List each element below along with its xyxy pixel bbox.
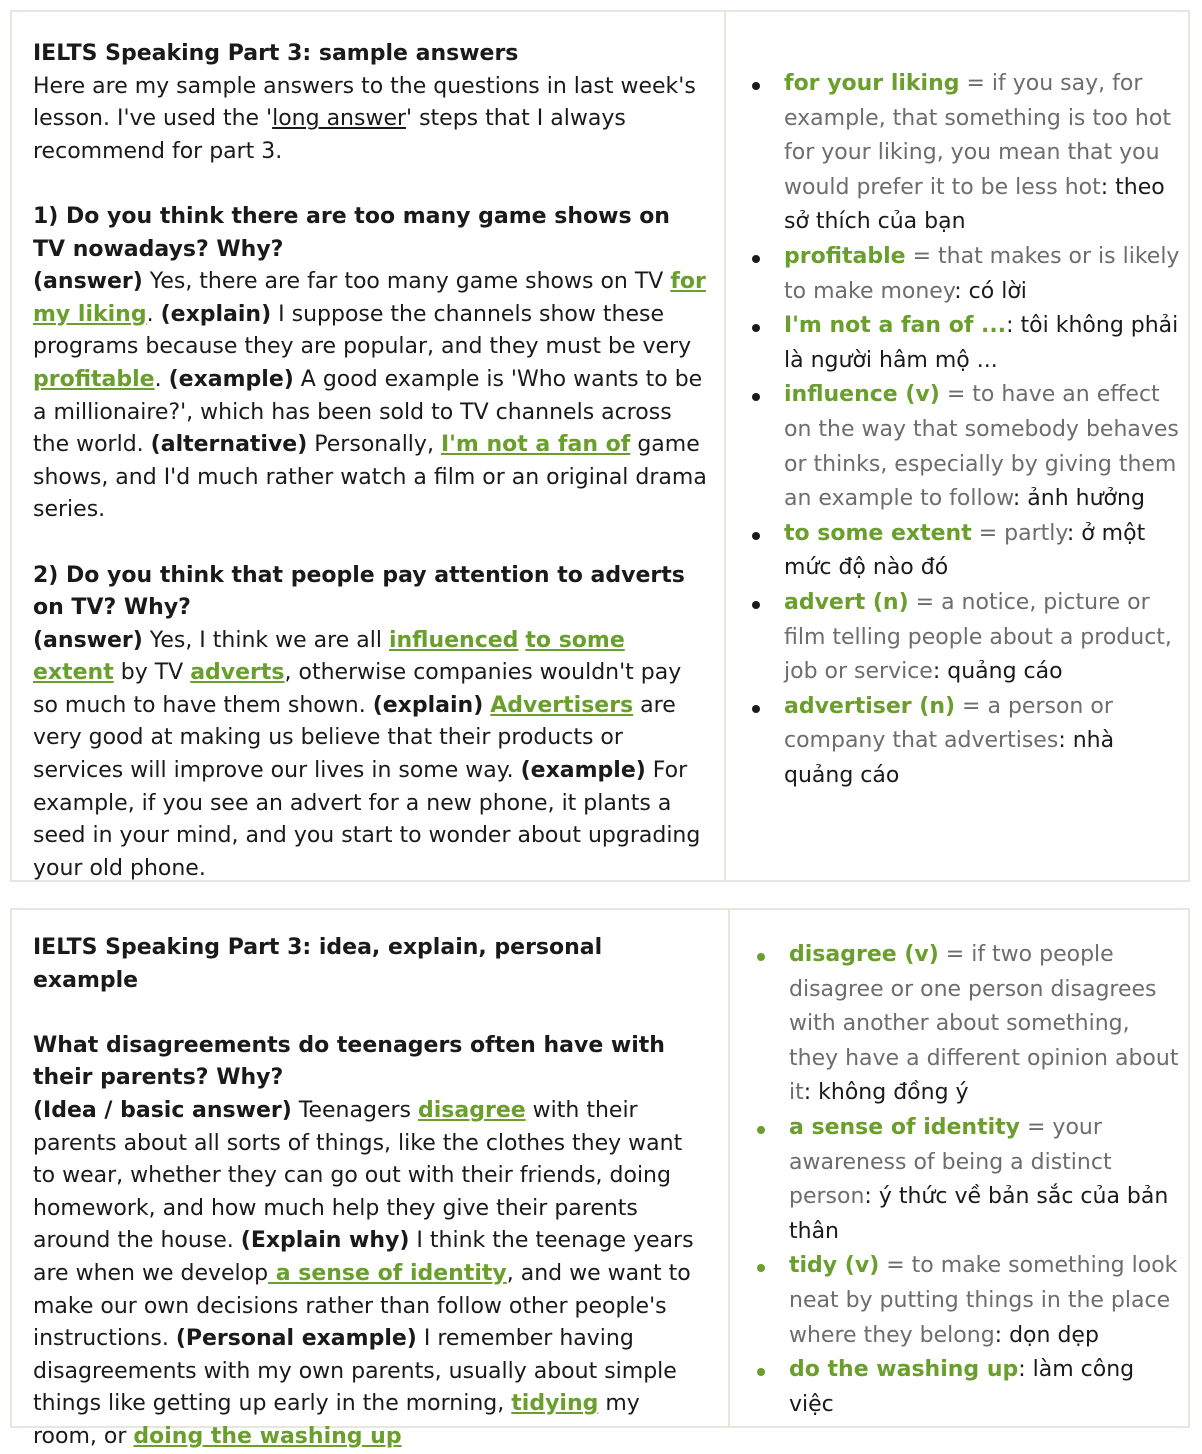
lesson-card-sample-answers [10, 10, 1190, 882]
vocab-item: to some extent = partly: ở một mức độ nào đó [772, 517, 1184, 586]
answer-1: (answer) Yes, there are far too many game shows on TV for my liking. (explain) I suppose the channels show these programs because they are popular, and they must be very profitable. (example) A good example is 'Who wants to be a millionaire?', which has been sold to TV channels across the world. (alternative) Personally, I'm not a fan of game shows, and I'd much rather watch a film or an original drama series. [33, 269, 707, 523]
keyword-link-sense-of-identity[interactable]: a sense of identity [268, 1260, 507, 1286]
answers-column [33, 932, 709, 1454]
answer: (Idea / basic answer) Teenagers disagree with their parents about all sorts of things, like the clothes they want to wear, whether they can go out with their friends, doing homework, and how much help they give their parents around the house. (Explain why) I think the teenage years are when we develop a sense of identity, and we want to make our own decisions rather than follow other people's instructions. (Personal example) I remember having disagreements with my own parents, usually about simple things like getting up early in the morning, tidying my room, or doing the washing up [33, 1097, 694, 1449]
keyword-link-advertisers[interactable]: Advertisers [490, 692, 634, 718]
bullet-icon [752, 601, 760, 609]
keyword-link-disagree[interactable]: disagree [418, 1097, 526, 1123]
card-title: IELTS Speaking Part 3: idea, explain, personal example [33, 935, 603, 993]
answer-2: (answer) Yes, I think we are all influenced to some extent by TV adverts, otherwise companies wouldn't pay so much to have them shown. (explain) Advertisers are very good at making us believe that their products or services will improve our lives in some way. (example) For example, if you see an advert for a new phone, it plants a seed in your mind, and you start to wonder about upgrading your old phone. [33, 627, 701, 881]
vocabulary-list [772, 67, 1184, 793]
vocab-item: for your liking = if you say, for example, that something is too hot for your liking, you mean that you would prefer it to be less hot: theo sở thích của bạn [772, 67, 1184, 240]
question-1: 1) Do you think there are too many game shows on TV nowadays? Why? [33, 203, 670, 262]
card-title: IELTS Speaking Part 3: sample answers [33, 41, 519, 66]
bullet-icon [752, 393, 760, 401]
vocab-item: disagree (v) = if two people disagree or one person disagrees with another about something, they have a different opinion about it: không đồng ý [777, 938, 1182, 1111]
lesson-card-idea-explain-example [10, 908, 1190, 1449]
bullet-icon [757, 1126, 765, 1134]
long-answer-link[interactable]: long answer [272, 106, 407, 132]
keyword-link-washing-up[interactable]: doing the washing up [133, 1423, 402, 1449]
bullet-icon [752, 705, 760, 713]
column-divider [728, 910, 730, 1426]
vocab-item: tidy (v) = to make something look neat by putting things in the place where they belong: dọn dẹp [777, 1249, 1182, 1353]
keyword-link-tidying[interactable]: tidying [511, 1391, 599, 1417]
vocab-item: influence (v) = to have an effect on the way that somebody behaves or thinks, especially by giving them an example to follow: ảnh hưởng [772, 378, 1184, 516]
keyword-link-profitable[interactable]: profitable [33, 366, 155, 392]
keyword-link-influenced[interactable]: influenced [388, 627, 519, 653]
column-divider [724, 12, 726, 880]
vocab-item: do the washing up: làm công việc [777, 1353, 1182, 1422]
bullet-icon [752, 532, 760, 540]
bullet-icon [757, 1368, 765, 1376]
vocabulary-column [777, 938, 1182, 1422]
bullet-icon [757, 1264, 765, 1272]
keyword-link-not-a-fan-of[interactable]: I'm not a fan of [440, 432, 631, 458]
vocab-item: I'm not a fan of ...: tôi không phải là người hâm mộ ... [772, 309, 1184, 378]
question-2: 2) Do you think that people pay attention to adverts on TV? Why? [33, 562, 685, 621]
bullet-icon [752, 324, 760, 332]
vocab-item: profitable = that makes or is likely to make money: có lời [772, 240, 1184, 309]
vocab-item: advertiser (n) = a person or company that advertises: nhà quảng cáo [772, 690, 1184, 794]
answers-column [33, 38, 709, 885]
bullet-icon [752, 255, 760, 263]
keyword-link-adverts[interactable]: adverts [190, 660, 285, 686]
vocab-item: advert (n) = a notice, picture or film telling people about a product, job or service: quảng cáo [772, 586, 1184, 690]
vocabulary-column [772, 67, 1184, 793]
bullet-icon [757, 953, 765, 961]
keyword-link-to-some-extent[interactable]: to some extent [33, 627, 625, 686]
vocab-item: a sense of identity = your awareness of being a distinct person: ý thức về bản sắc của bản thân [777, 1111, 1182, 1249]
bullet-icon [752, 82, 760, 90]
keyword-link-for-my-liking[interactable]: for my liking [33, 269, 706, 327]
question: What disagreements do teenagers often have with their parents? Why? [33, 1032, 665, 1091]
vocabulary-list [777, 938, 1182, 1422]
intro-paragraph: Here are my sample answers to the questions in last week's lesson. I've used the 'long answer' steps that I always recommend for part 3. [33, 73, 696, 164]
